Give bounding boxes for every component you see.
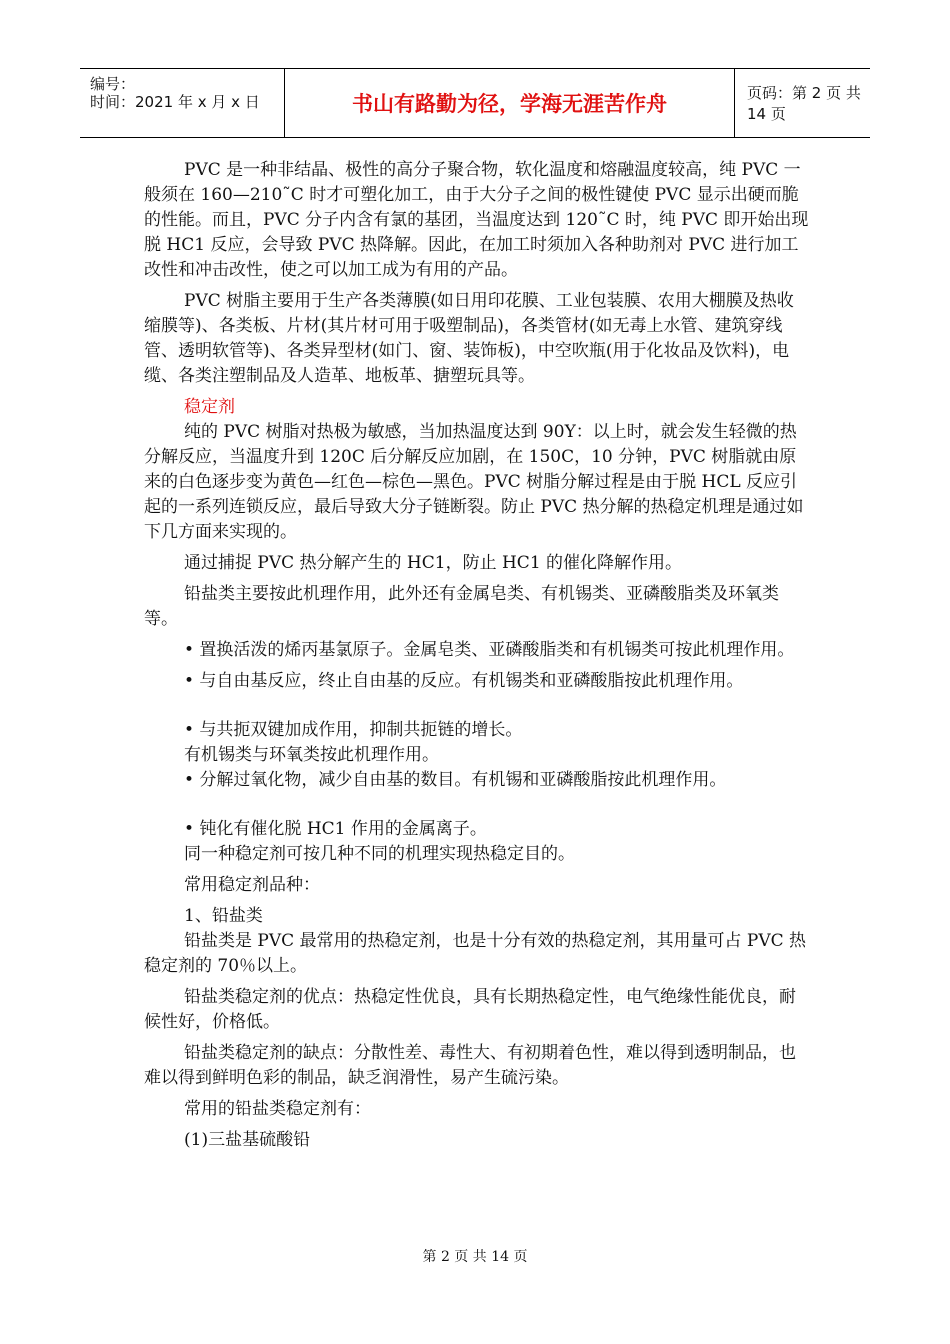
bullet-item: • 钝化有催化脱 HC1 作用的金属离子。 [184, 819, 487, 839]
bullet-item: • 与共扼双键加成作用，抑制共扼链的增长。 [184, 720, 523, 740]
bullet-item: • 分解过氧化物，减少自由基的数目。有机锡和亚磷酸脂按此机理作用。 [184, 770, 727, 790]
section-heading: 1、铅盐类 [184, 906, 263, 926]
section-heading: 稳定剂 [184, 397, 235, 417]
paragraph: PVC 是一种非结晶、极性的高分子聚合物，软化温度和熔融温度较高，纯 PVC 一般须在 160—210˜C 时才可塑化加工，由于大分子之间的极性键使 PVC 显示出硬而脆的性能。而且，PVC 分子内含有氯的基团，当温度达到 120˜C 时，纯 PVC 即开始出现脱 HC1 反应，会导致 PVC 热降解。因此，在加工时须加入各种助剂对 PVC 进行加工改性和冲击改性，使之可以加工成为有用的产品。 [144, 160, 809, 280]
header-meta [80, 69, 285, 137]
time-label: 时间：2021 年 x 月 x 日 [90, 93, 260, 111]
paragraph: 常用稳定剂品种： [184, 875, 320, 895]
page-header [80, 68, 870, 138]
paragraph: 铅盐类是 PVC 最常用的热稳定剂，也是十分有效的热稳定剂，其用量可占 PVC 热稳定剂的 70％以上。 [144, 931, 807, 976]
paragraph: 通过捕捉 PVC 热分解产生的 HC1，防止 HC1 的催化降解作用。 [184, 553, 683, 573]
bullet-item: • 与自由基反应，终止自由基的反应。有机锡类和亚磷酸脂按此机理作用。 [184, 671, 744, 691]
code-label: 编号： [90, 75, 136, 93]
paragraph: 常用的铅盐类稳定剂有： [184, 1099, 371, 1119]
paragraph: 纯的 PVC 树脂对热极为敏感，当加热温度达到 90Y：以上时，就会发生轻微的热分解反应，当温度升到 120C 后分解反应加剧，在 150C，10 分钟，PVC 树脂就由原来的白色逐步变为黄色—红色—棕色—黑色。PVC 树脂分解过程是由于脱 HCL 反应引起的一系列连锁反应，最后导致大分子链断裂。防止 PVC 热分解的热稳定机理是通过如下几方面来实现的。 [144, 422, 804, 542]
paragraph: 铅盐类稳定剂的优点：热稳定性优良，具有长期热稳定性，电气绝缘性能优良，耐候性好，价格低。 [144, 987, 796, 1032]
header-page-info: 页码：第 2 页 共 14 页 [747, 84, 861, 123]
paragraph: 铅盐类稳定剂的缺点：分散性差、毒性大、有初期着色性，难以得到透明制品，也难以得到鲜明色彩的制品，缺乏润滑性，易产生硫污染。 [144, 1043, 796, 1088]
paragraph: 铅盐类主要按此机理作用，此外还有金属皂类、有机锡类、亚磷酸脂类及环氧类等。 [144, 584, 779, 629]
paragraph: PVC 树脂主要用于生产各类薄膜(如日用印花膜、工业包装膜、农用大棚膜及热收缩膜等)、各类板、片材(其片材可用于吸塑制品)，各类管材(如无毒上水管、建筑穿线管、透明软管等)、各类异型材(如门、窗、装饰板)，中空吹瓶(用于化妆品及饮料)，电缆、各类注塑制品及人造革、地板革、搪塑玩具等。 [144, 291, 794, 386]
paragraph: (1)三盐基硫酸铅 [184, 1130, 311, 1150]
paragraph: 有机锡类与环氧类按此机理作用。 [184, 745, 439, 765]
header-motto: 书山有路勤为径，学海无涯苦作舟 [285, 69, 735, 137]
document-body [144, 158, 810, 1153]
paragraph: 同一种稳定剂可按几种不同的机理实现热稳定目的。 [184, 844, 575, 864]
page-footer: 第 2 页 共 14 页 [422, 1249, 528, 1265]
bullet-item: • 置换活泼的烯丙基氯原子。金属皂类、亚磷酸脂类和有机锡类可按此机理作用。 [184, 640, 795, 660]
